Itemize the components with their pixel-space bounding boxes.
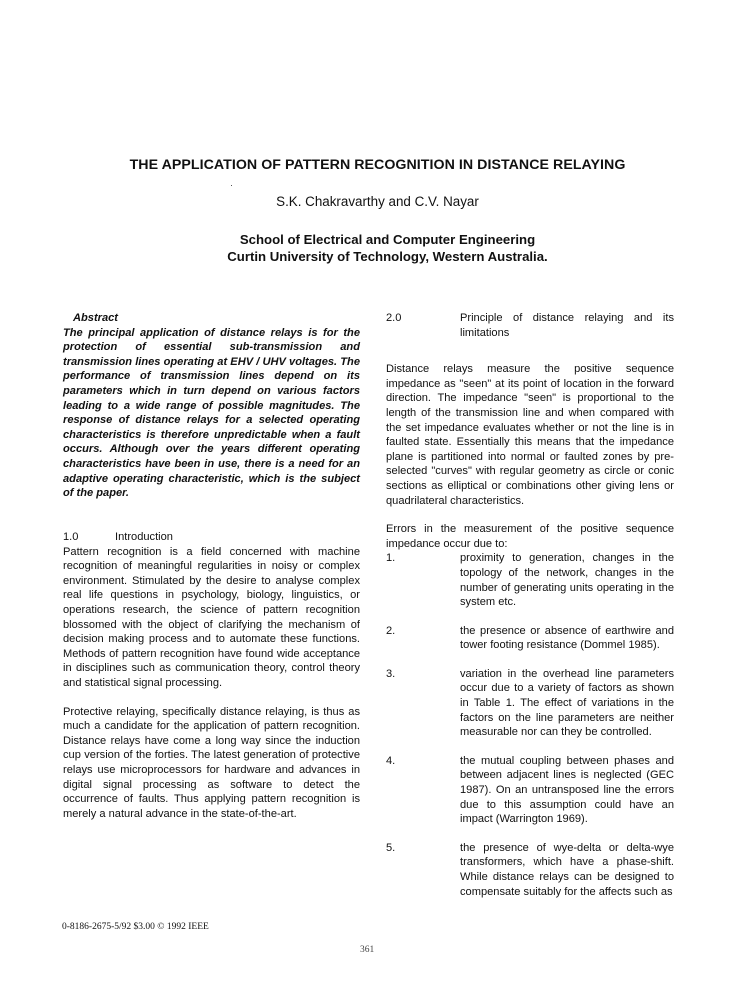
affiliation-school: School of Electrical and Computer Engineering bbox=[239, 232, 536, 247]
list-item-number: 1. bbox=[386, 552, 396, 565]
section-heading bbox=[386, 311, 674, 340]
section-title: Introduction bbox=[115, 531, 173, 543]
section-principle bbox=[386, 311, 674, 899]
section-title: Principle of distance relaying and its limitations bbox=[460, 312, 674, 339]
section-introduction bbox=[63, 530, 360, 821]
affiliation bbox=[0, 231, 755, 265]
list-item-number: 2. bbox=[386, 624, 396, 637]
list-item-number: 4. bbox=[386, 754, 396, 767]
abstract-text: The principal application of distance relays is for the protection of essential sub-transmission and transmission lines operating at EHV / UHV voltages. The performance of transmission lines depend on its parameters which in turn depend on various factors leading to a wide range of possible magnitudes. The response of distance relays for a selected operating characteristics is therefore unpredictable when a fault occurs. Although over the years different operating characteristics have been in use, there is a need for an adaptive operating characteristic, which is the subject of the paper. bbox=[63, 326, 360, 500]
list-item bbox=[386, 551, 674, 609]
abstract-heading: Abstract bbox=[73, 312, 119, 324]
copyright-notice: 0-8186-2675-5/92 $3.00 © 1992 IEEE bbox=[62, 922, 209, 932]
affiliation-university: Curtin University of Technology, Western Australia. bbox=[227, 249, 548, 264]
stray-mark bbox=[231, 185, 232, 186]
paragraph: Protective relaying, specifically distance relaying, is thus as much a candidate for the application of pattern recognition. Distance relays have come a long way since the induction cup version of the forties. The latest generation of protective relays use microprocessors for hardware and advances in digital signal processing as software to detect the occurrence of faults. Thus applying pattern recognition is merely a natural advance in the state-of-the-art. bbox=[63, 705, 360, 820]
list-item-number: 3. bbox=[386, 667, 396, 680]
page-number: 361 bbox=[360, 945, 375, 955]
paper-title: THE APPLICATION OF PATTERN RECOGNITION IN DISTANCE RELAYING bbox=[129, 157, 626, 173]
section-number: 1.0 bbox=[63, 531, 79, 543]
list-item-number: 5. bbox=[386, 841, 396, 854]
list-item-text: the presence of wye-delta or delta-wye transformers, which have a phase-shift. While distance relays can be designed to compensate suitably for the affects such as bbox=[460, 841, 674, 898]
list-item bbox=[386, 754, 674, 827]
paragraph: Distance relays measure the positive sequence impedance as "seen" at its point of location in the forward direction. The impedance "seen" is proportional to the length of the transmission line and when compared with the set impedance evaluates whether or not the line is in faulted state. Essentially this means that the impedance plane is partitioned into normal or faulted zones by pre-selected "curves" with regular geometry as circle or conic sections as elliptical or combinations other giving lens or quadrilateral characteristics. bbox=[386, 363, 674, 507]
list-item-text: variation in the overhead line parameters occur due to a variety of factors as shown in Table 1. The effect of variations in the factors on the line parameters are neither measurable nor can they be controlled. bbox=[460, 667, 674, 739]
list-item-text: the mutual coupling between phases and between adjacent lines is neglected (GEC 1987). On an untransposed line the errors due to this assumption could have an impact (Warrington 1969). bbox=[460, 754, 674, 826]
abstract-block bbox=[63, 311, 360, 501]
paragraph: Errors in the measurement of the positive sequence impedance occur due to: bbox=[386, 523, 674, 550]
section-heading bbox=[63, 530, 360, 545]
list-item-text: proximity to generation, changes in the topology of the network, changes in the number of generating units operating in the system etc. bbox=[460, 552, 674, 609]
list-item bbox=[386, 624, 674, 653]
list-item-text: the presence or absence of earthwire and tower footing resistance (Dommel 1985). bbox=[460, 624, 674, 652]
section-number: 2.0 bbox=[386, 312, 402, 324]
paragraph: Pattern recognition is a field concerned with machine recognition of meaningful regularities in noisy or complex environment. Stimulated by the desire to analyse complex real life questions in psychology, biology, linguistics, or operations research, the science of pattern recognition blossomed with the object of clarifying the mechanism of decision making process and to automate these functions. Methods of pattern recognition have found wide acceptance in disciplines such as communication theory, control theory and statistical signal processing. bbox=[63, 545, 360, 689]
list-item bbox=[386, 667, 674, 740]
paper-authors: S.K. Chakravarthy and C.V. Nayar bbox=[276, 194, 479, 209]
list-item bbox=[386, 841, 674, 899]
error-list bbox=[386, 551, 674, 899]
